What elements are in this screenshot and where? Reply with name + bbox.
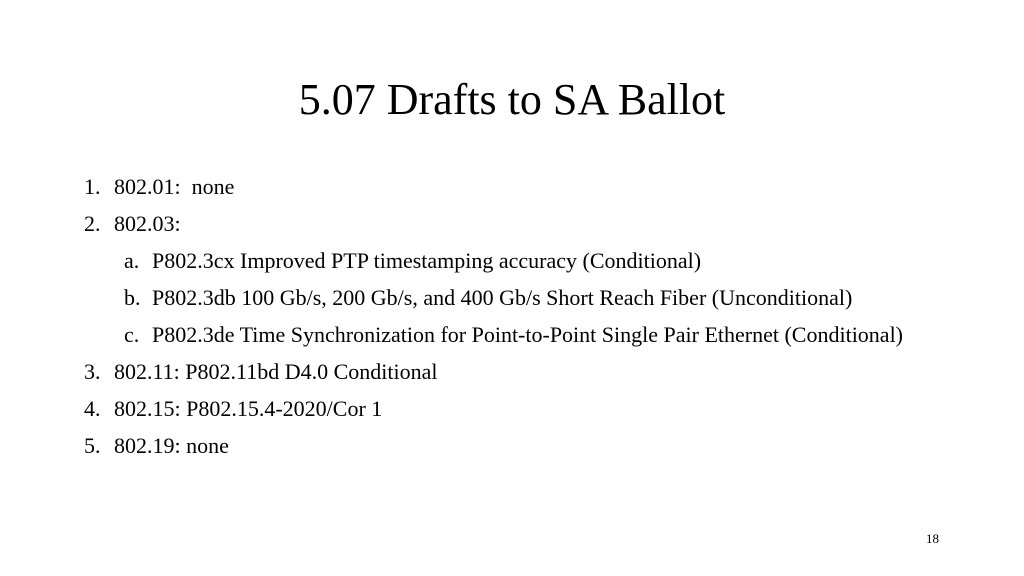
list-item-text: 802.01: none — [114, 174, 235, 199]
list-item — [84, 172, 944, 202]
sub-list-item — [84, 320, 944, 350]
sub-list-item-text: P802.3cx Improved PTP timestamping accuracy (Conditional) — [152, 248, 702, 273]
slide-title: 5.07 Drafts to SA Ballot — [298, 75, 726, 124]
sub-list-item-text: P802.3de Time Synchronization for Point-to-Point Single Pair Ethernet (Conditional) — [152, 322, 904, 347]
list-item-number: 3. — [84, 359, 101, 384]
slide-body — [84, 172, 944, 468]
list-item — [84, 209, 944, 239]
list-item — [84, 357, 944, 387]
list-item — [84, 431, 944, 461]
list-item-number: 2. — [84, 211, 101, 236]
sub-list-item-letter: a. — [124, 248, 140, 273]
sub-list-item-text: P802.3db 100 Gb/s, 200 Gb/s, and 400 Gb/s Short Reach Fiber (Unconditional) — [152, 285, 853, 310]
list-item-number: 1. — [84, 174, 101, 199]
list-item-text: 802.19: none — [114, 433, 229, 458]
sub-list-item — [84, 246, 944, 276]
sub-list-item-letter: c. — [124, 322, 140, 347]
list-item-number: 5. — [84, 433, 101, 458]
sub-list-item-letter: b. — [124, 285, 141, 310]
list-item — [84, 394, 944, 424]
list-item-number: 4. — [84, 396, 101, 421]
list-item-text: 802.15: P802.15.4-2020/Cor 1 — [114, 396, 383, 421]
sub-list-item — [84, 283, 944, 313]
page-number: 18 — [926, 531, 939, 546]
list-item-text: 802.03: — [114, 211, 181, 236]
list-item-text: 802.11: P802.11bd D4.0 Conditional — [114, 359, 438, 384]
